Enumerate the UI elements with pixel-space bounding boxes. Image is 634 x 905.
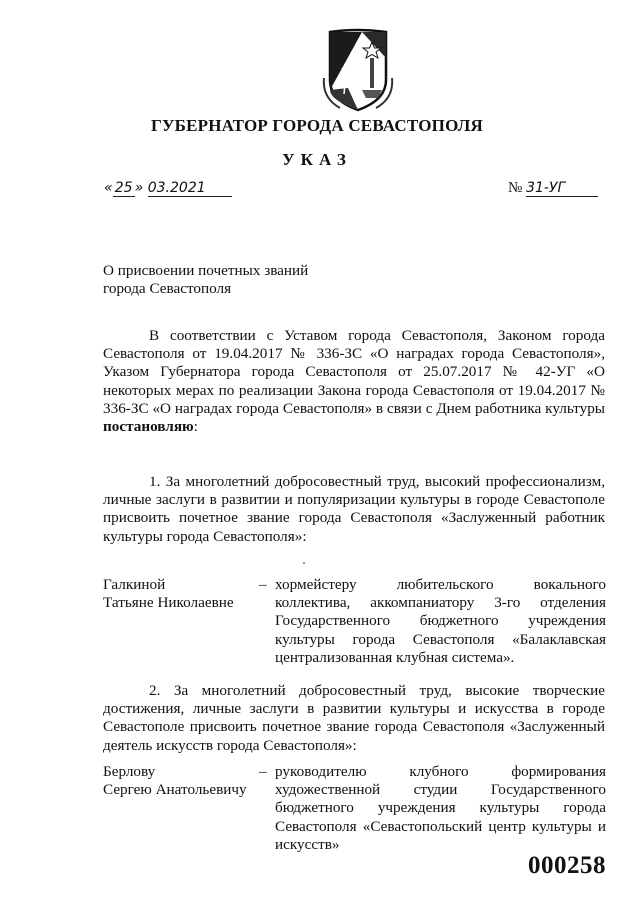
item-1-position: хормейстеру любительского вокального коллектива, аккомпаниатору 3-го отделения Государственного бюджетного учреждения культуры города Севастополя «Балаклавская централизованная клубная система». bbox=[275, 576, 606, 666]
coat-of-arms-emblem bbox=[322, 28, 394, 114]
issuer-title: ГУБЕРНАТОР ГОРОДА СЕВАСТОПОЛЯ bbox=[150, 116, 483, 135]
item-2-paragraph: 2. За многолетний добросовестный труд, высокие творческие достижения, личные заслуги в развитии культуры и искусства в городе Севастополе присвоить почетное звание города Севастополя «Заслуженный деятель искусств города Севастополя»: bbox=[103, 682, 605, 754]
item-1-person-given-names: Татьяне Николаевне bbox=[103, 594, 234, 612]
scan-speck bbox=[303, 562, 305, 564]
document-type: УКАЗ bbox=[282, 150, 352, 169]
item-2-position: руководителю клубного формирования художественной студии Государственного бюджетного учреждения культуры города Севастополя «Севастопольский центр культуры и искусств» bbox=[275, 763, 606, 853]
document-subject bbox=[103, 262, 308, 298]
item-2-person-given-names: Сергею Анатольевичу bbox=[103, 781, 247, 799]
date-open-quote: « bbox=[104, 180, 113, 196]
item-2-person-surname: Берлову bbox=[103, 763, 156, 780]
date-month-year: 03.2021 bbox=[148, 180, 232, 197]
preamble-paragraph bbox=[103, 327, 605, 436]
preamble-text: В соответствии с Уставом города Севастополя, Законом города Севастополя от 19.04.2017 № 336-ЗС «О наградах города Севастополя», Указом Губернатора города Севастополя от 25.07.2017 № 42-УГ «О некоторых мерах по реализации Закона города Севастополя от 19.04.2017 № 336-ЗС «О наградах города Севастополя» в связи с Днем работника культуры bbox=[103, 327, 605, 417]
subject-line-1: О присвоении почетных званий bbox=[103, 262, 309, 279]
date-close-quote: » bbox=[134, 180, 144, 196]
document-date bbox=[104, 180, 232, 197]
number-prefix: № bbox=[508, 180, 523, 196]
form-serial-number: 000258 bbox=[528, 852, 606, 879]
item-2-dash: – bbox=[259, 763, 267, 780]
number-value: 31-УГ bbox=[526, 180, 598, 197]
item-1-person-surname: Галкиной bbox=[103, 576, 166, 593]
preamble-end: : bbox=[193, 418, 198, 436]
item-1-paragraph: 1. За многолетний добросовестный труд, высокий профессионализм, личные заслуги в развитии и популяризации культуры в городе Севастополе присвоить почетное звание города Севастополя «Заслуженный работник культуры города Севастополя»: bbox=[103, 473, 605, 545]
document-number bbox=[508, 180, 598, 197]
subject-line-2: города Севастополя bbox=[103, 280, 232, 297]
item-1-person bbox=[103, 576, 234, 612]
item-1-dash: – bbox=[259, 576, 267, 593]
date-day: 25 bbox=[113, 180, 135, 197]
item-2-person bbox=[103, 763, 247, 799]
preamble-decree-word: постановляю bbox=[103, 418, 194, 436]
